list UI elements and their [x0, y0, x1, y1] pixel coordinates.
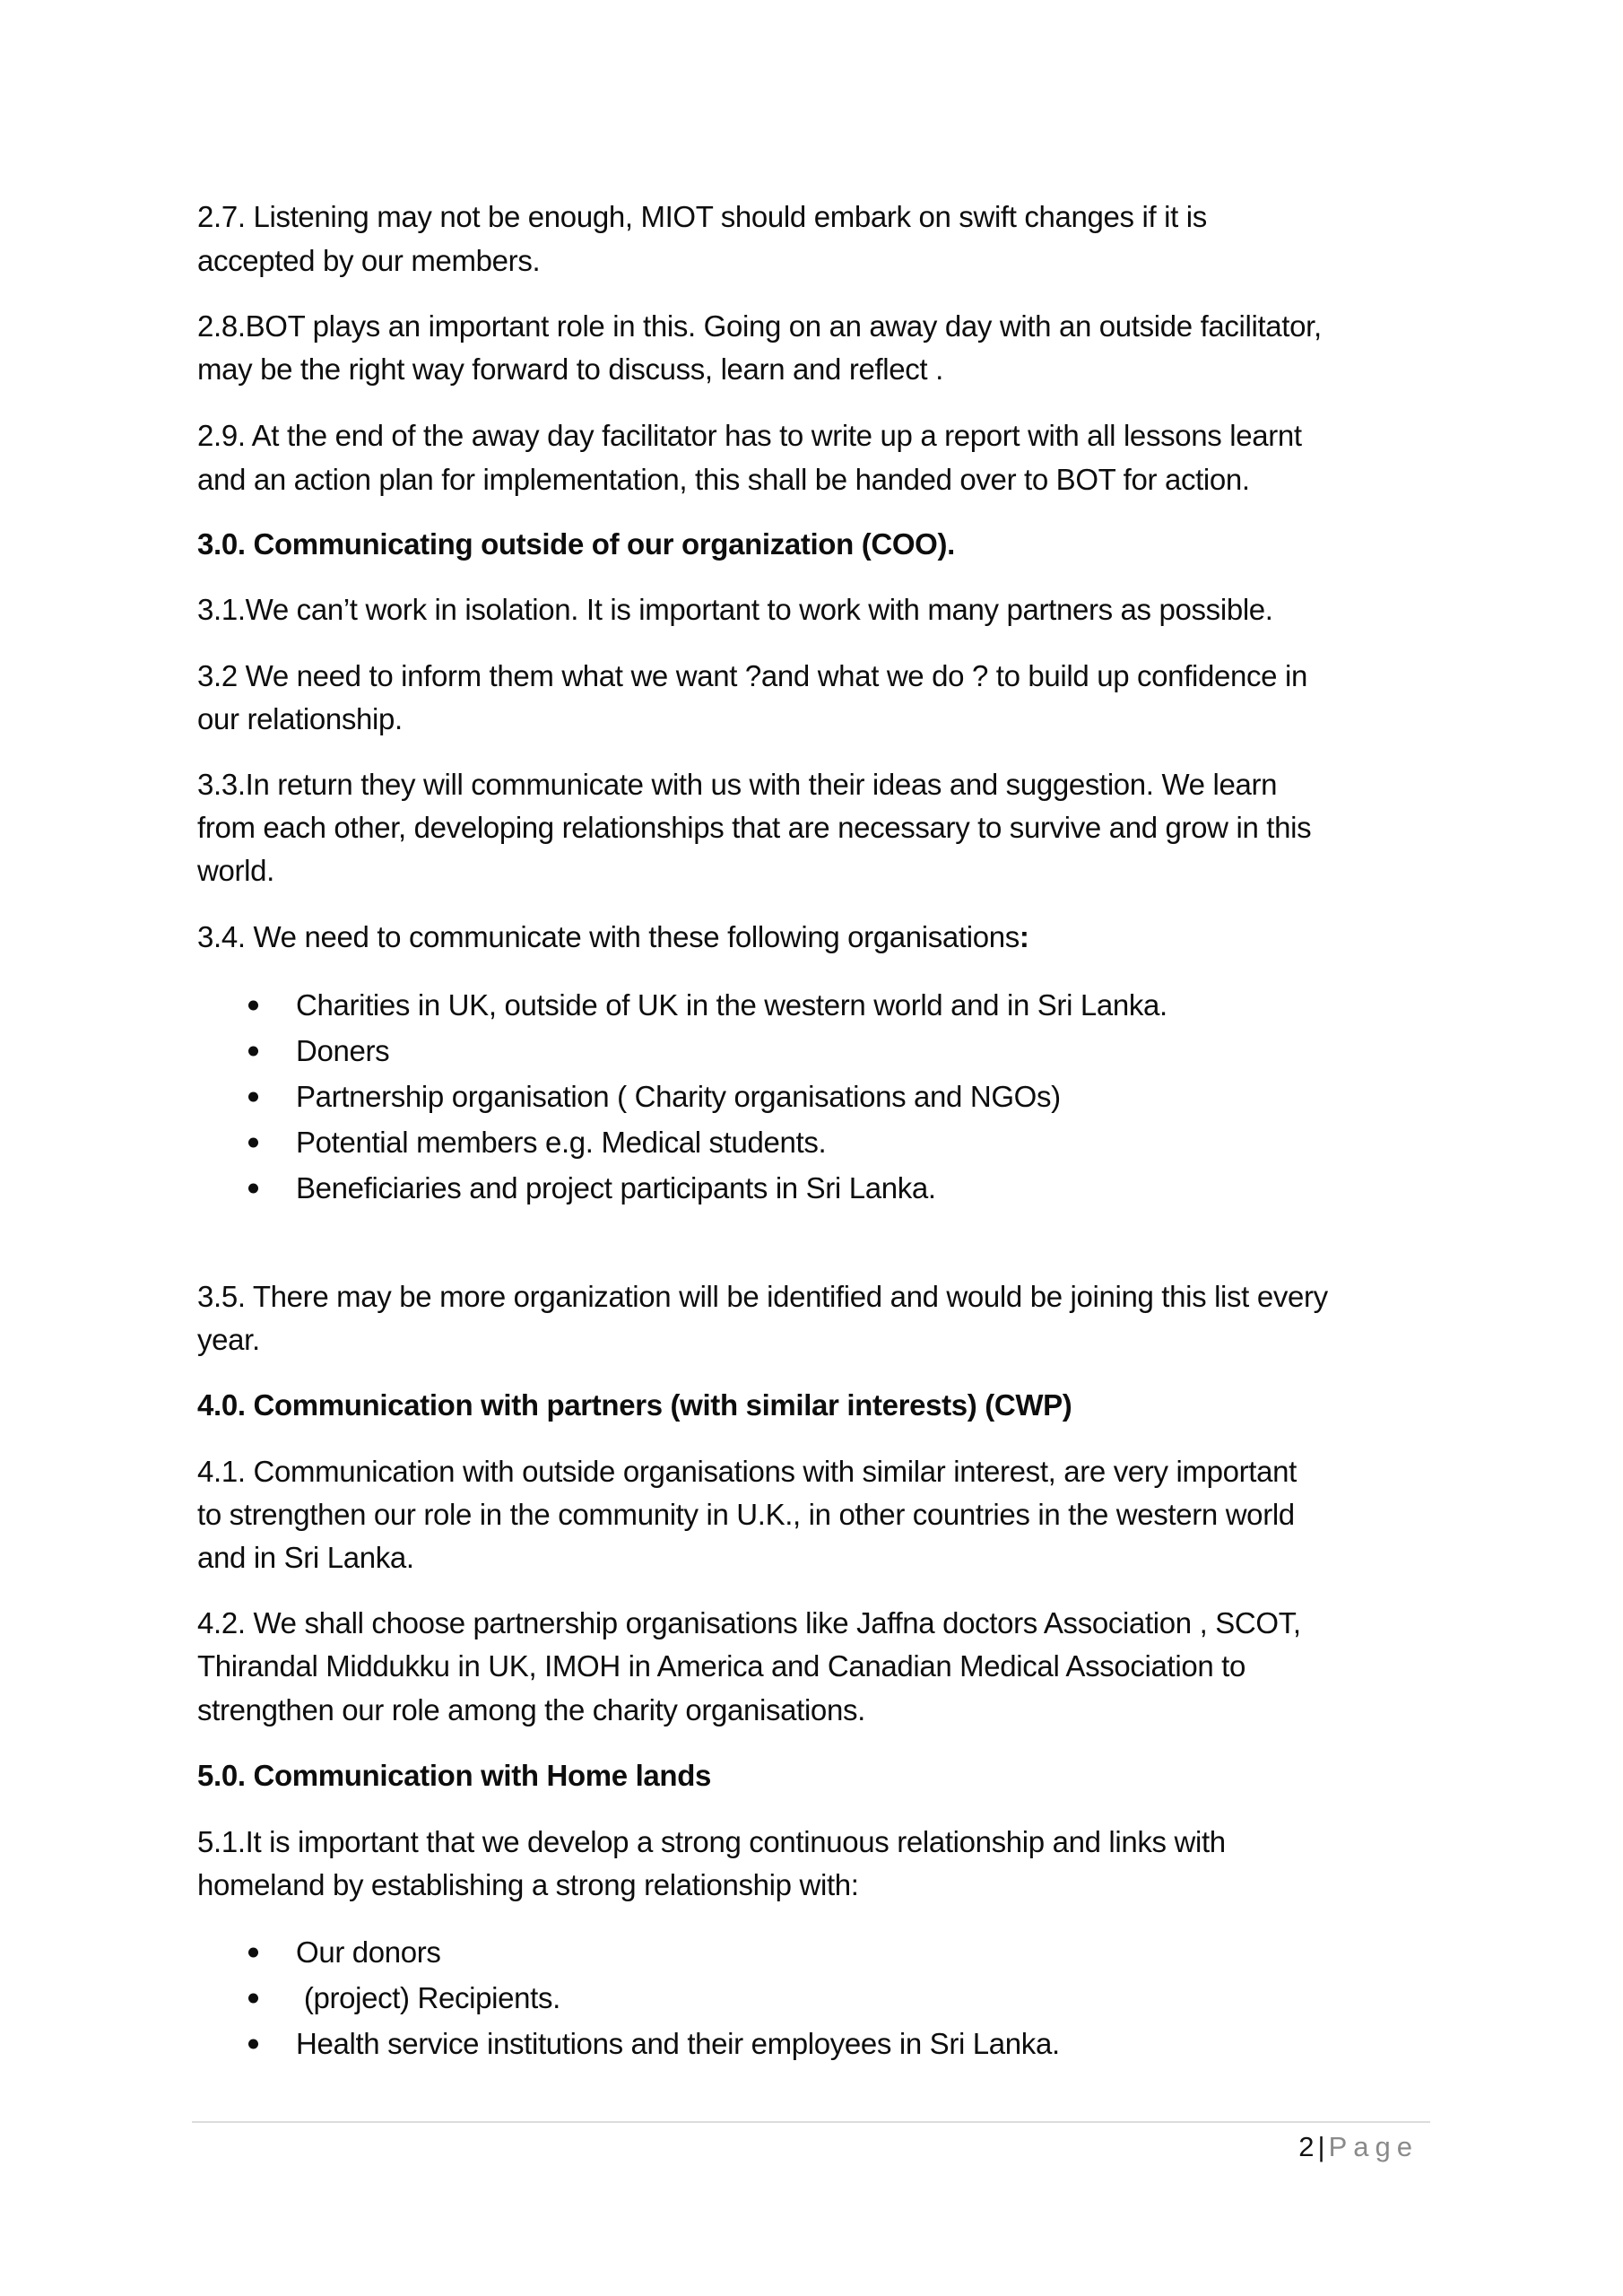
paragraph-3-1-line-1: 3.1.We can’t work in isolation. It is important to work with many partners as possible. — [197, 593, 1273, 626]
paragraph-3-3-line-2: from each other, developing relationships that are necessary to survive and grow in this — [197, 811, 1312, 844]
list-item-text: Charities in UK, outside of UK in the western world and in Sri Lanka. — [296, 988, 1167, 1022]
paragraph-3-4 — [197, 919, 1029, 955]
bullet-icon — [248, 1092, 258, 1102]
paragraph-4-1-line-1: 4.1. Communication with outside organisations with similar interest, are very important — [197, 1455, 1297, 1488]
page-separator: | — [1317, 2131, 1325, 2162]
page-label: Page — [1328, 2131, 1419, 2162]
paragraph-3-3-line-3: world. — [197, 854, 274, 887]
bullet-icon — [248, 1948, 258, 1958]
paragraph-3-5-line-2: year. — [197, 1323, 260, 1356]
paragraph-2-7-line-1: 2.7. Listening may not be enough, MIOT should embark on swift changes if it is — [197, 200, 1207, 233]
bullet-icon — [248, 1138, 258, 1148]
bullet-icon — [248, 1184, 258, 1194]
bullet-icon — [248, 1001, 258, 1011]
paragraph-3-5-line-1: 3.5. There may be more organization will be identified and would be joining this list every — [197, 1280, 1328, 1313]
paragraph-4-1-line-3: and in Sri Lanka. — [197, 1541, 414, 1574]
bullet-icon — [248, 1994, 258, 2004]
paragraph-3-3-line-1: 3.3.In return they will communicate with us with their ideas and suggestion. We learn — [197, 768, 1278, 801]
paragraph-4-2-line-1: 4.2. We shall choose partnership organisations like Jaffna doctors Association , SCOT, — [197, 1606, 1301, 1639]
paragraph-4-2-line-2: Thirandal Middukku in UK, IMOH in America and Canadian Medical Association to — [197, 1649, 1245, 1683]
section-heading-5-0: 5.0. Communication with Home lands — [197, 1759, 712, 1792]
list-item-text: Potential members e.g. Medical students. — [296, 1126, 827, 1159]
paragraph-3-4-colon: : — [1019, 920, 1029, 953]
paragraph-2-9-line-2: and an action plan for implementation, this shall be handed over to BOT for action. — [197, 463, 1250, 496]
paragraph-2-7-line-2: accepted by our members. — [197, 244, 541, 277]
page-number: 2 — [1298, 2131, 1315, 2162]
paragraph-2-9-line-1: 2.9. At the end of the away day facilitator has to write up a report with all lessons learnt — [197, 419, 1302, 452]
paragraph-2-8-line-1: 2.8.BOT plays an important role in this. Going on an away day with an outside facilitator, — [197, 309, 1322, 343]
bullet-icon — [248, 2039, 258, 2049]
paragraph-3-4-text: 3.4. We need to communicate with these following organisations — [197, 920, 1020, 953]
paragraph-3-2-line-2: our relationship. — [197, 702, 403, 735]
page-number-footer — [1298, 2131, 1419, 2163]
list-item-text: Partnership organisation ( Charity organisations and NGOs) — [296, 1080, 1061, 1113]
paragraph-4-2-line-3: strengthen our role among the charity organisations. — [197, 1693, 865, 1726]
list-item-text: Doners — [296, 1034, 390, 1067]
paragraph-4-1-line-2: to strengthen our role in the community in U.K., in other countries in the western world — [197, 1498, 1295, 1531]
paragraph-2-8-line-2: may be the right way forward to discuss, learn and reflect . — [197, 352, 943, 386]
list-item-text: Beneficiaries and project participants in Sri Lanka. — [296, 1171, 936, 1205]
paragraph-5-1-line-1: 5.1.It is important that we develop a strong continuous relationship and links with — [197, 1825, 1226, 1858]
section-heading-3-0: 3.0. Communicating outside of our organization (COO). — [197, 527, 955, 561]
footer-divider — [192, 2121, 1430, 2123]
list-item-text: Our donors — [296, 1935, 441, 1969]
list-item-text: Health service institutions and their employees in Sri Lanka. — [296, 2027, 1060, 2060]
section-heading-4-0: 4.0. Communication with partners (with similar interests) (CWP) — [197, 1388, 1072, 1422]
paragraph-3-2-line-1: 3.2 We need to inform them what we want ?and what we do ? to build up confidence in — [197, 659, 1307, 692]
paragraph-5-1-line-2: homeland by establishing a strong relationship with: — [197, 1868, 859, 1901]
list-item-text: (project) Recipients. — [296, 1981, 560, 2014]
bullet-icon — [248, 1047, 258, 1057]
